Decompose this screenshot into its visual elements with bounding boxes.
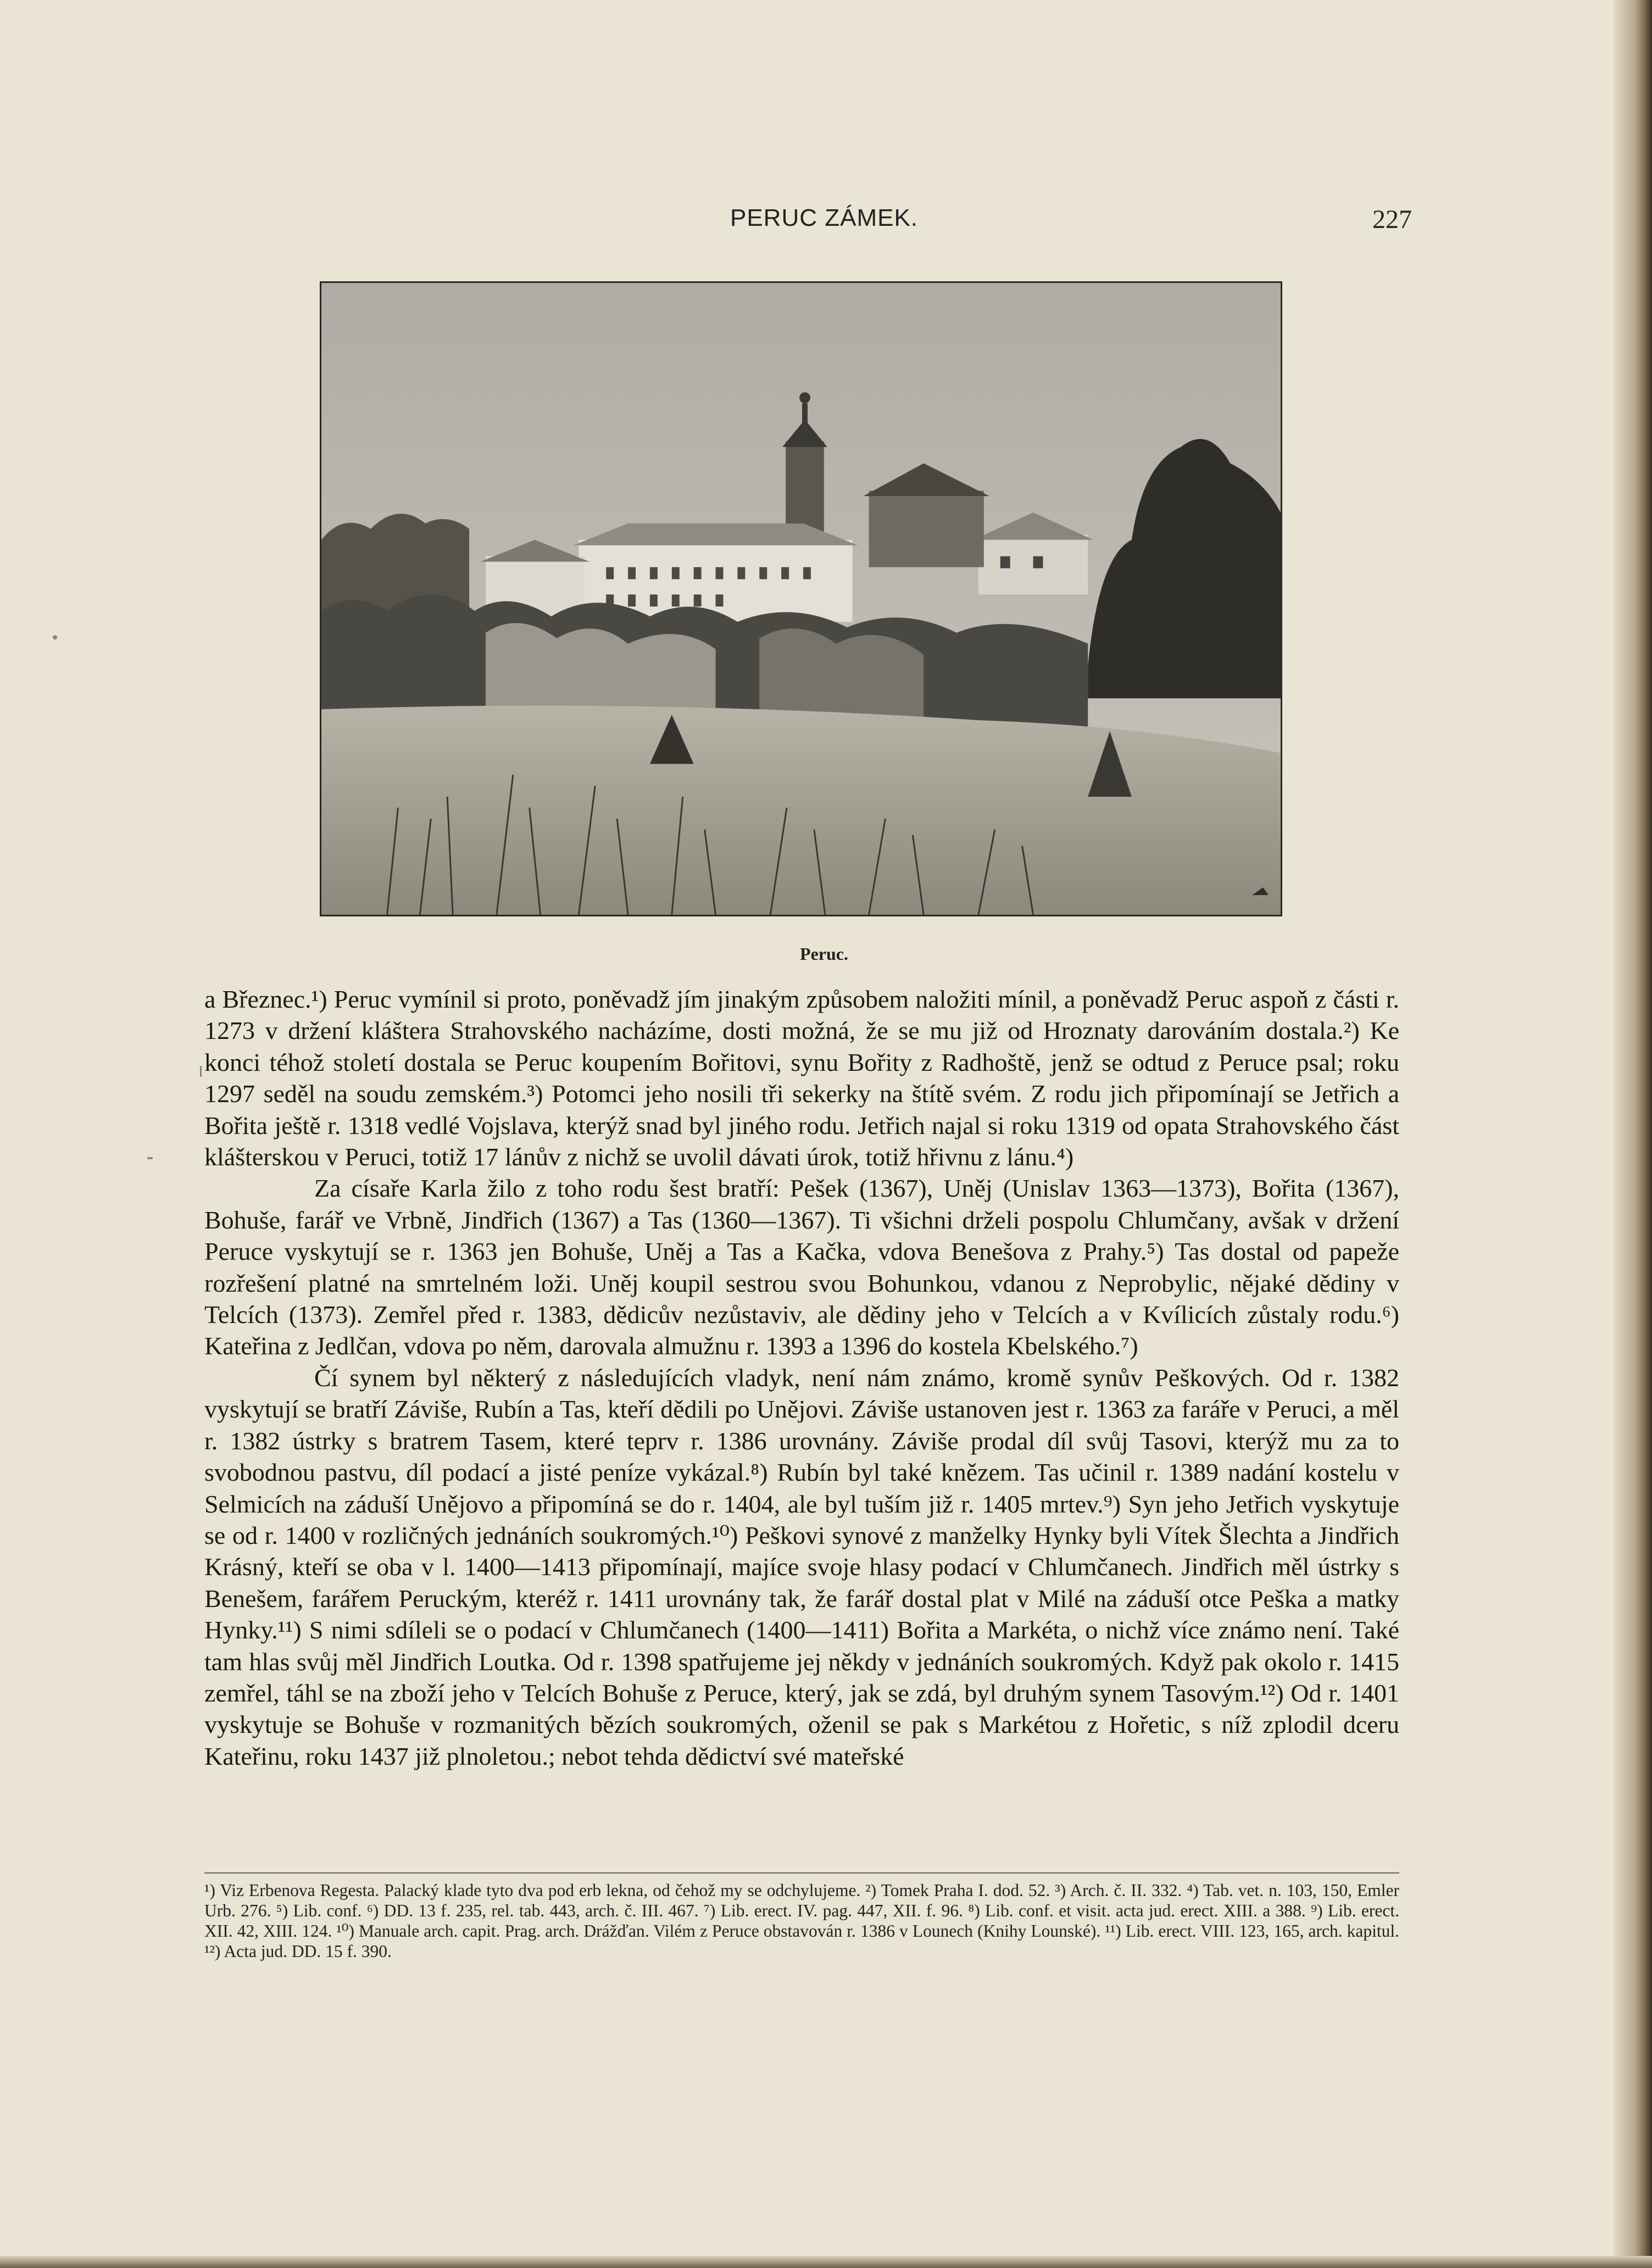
page-bottom-shadow [0,2256,1652,2268]
page-edge-shadow [1614,0,1652,2268]
footnote-divider [204,1872,1399,1874]
paragraph: Čí synem byl některý z následujících vladyk, není nám známo, kromě synův Peškových. Od r. 1382 vyskytují se bratří Záviše, Rubín a Tas, kteří dědili po Unějovi. Záviše ustanoven jest r. 1363 za faráře v Peruci, a měl r. 1382 ústrky s bratrem Tasem, které teprv r. 1386 urovnány. Záviše prodal díl svůj Tasovi, kterýž mu za to svobodnou pastvu, díl podací a jisté peníze vykázal.⁸) Rubín byl také knězem. Tas učinil r. 1389 nadání kostelu v Selmicích na záduší Unějovo a připomíná se do r. 1404, ale byl tuším již r. 1405 mrtev.⁹) Syn jeho Jetřich vyskytuje se od r. 1400 v rozličných jednáních soukromých.¹⁰) Peškovi synové z manželky Hynky byli Vítek Šlechta a Jindřich Krásný, kteří se oba v l. 1400—1413 připomínají, majíce svoje hlasy podací v Chlumčanech. Jindřich měl ústrky s Benešem, farářem Peruckým, kteréž r. 1411 urovnány tak, že farář dostal plat v Milé na záduší otce Peška a matky Hynky.¹¹) S nimi sdíleli se o podací v Chlumčanech (1400—1411) Bořita a Markéta, o nichž více známo není. Také tam hlas svůj měl Jindřich Loutka. Od r. 1398 spatřujeme jej někdy v jednáních soukromých. Když pak okolo r. 1415 zemřel, táhl se na zboží jeho v Telcích Bohuše z Peruce, který, jak se zdá, byl druhým synem Tasovým.¹²) Od r. 1401 vyskytuje se Bohuše v rozmanitých bězích soukromých, oženil se pak s Markétou z Hořetic, s níž zplodil dceru Kateřinu, roku 1437 již plnoletou.; nebot tehda dědictví své mateřské [204,1363,1399,1770]
margin-mark [147,1157,153,1159]
engraving-image [321,283,1281,915]
body-text [204,983,1399,1772]
page-number: 227 [1372,205,1412,234]
footnote-text: ¹) Viz Erbenova Regesta. Palacký klade tyto dva pod erb lekna, od čehož my se odchylujeme. ²) Tomek Praha I. dod. 52. ³) Arch. č. II. 332. ⁴) Tab. vet. n. 103, 150, Emler Urb. 276. ⁵) Lib. conf. ⁶) DD. 13 f. 235, rel. tab. 443, arch. č. III. 467. ⁷) Lib. erect. IV. pag. 447, XII. f. 96. ⁸) Lib. conf. et visit. acta jud. erect. XIII. a 388. ⁹) Lib. erect. XII. 42, XIII. 124. ¹⁰) Manuale arch. capit. Prag. arch. Drážďan. Vilém z Peruce obstavován r. 1386 v Lounech (Knihy Lounské). ¹¹) Lib. erect. VIII. 123, 165, arch. kapitul. ¹²) Acta jud. DD. 15 f. 390. [204,1881,1399,1961]
paragraph: Za císaře Karla žilo z toho rodu šest bratří: Pešek (1367), Uněj (Unislav 1363—1373), Bořita (1367), Bohuše, farář ve Vrbně, Jindřich (1367) a Tas (1360—1367). Ti všichni drželi pospolu Chlumčany, avšak v držení Peruce vyskytují se r. 1363 jen Bohuše, Uněj a Tas a Kačka, vdova Benešova z Prahy.⁵) Tas dostal od papeže rozřešení platné na smrtelném loži. Uněj koupil sestrou svou Bohunkou, vdanou z Neprobylic, nějaké dědiny v Telcích (1373). Zemřel před r. 1383, dědicův nezůstaviv, ale dědiny jeho v Telcích a v Kvílicích zůstaly rodu.⁶) Kateřina z Jedlčan, vdova po něm, darovala almužnu r. 1393 a 1396 do kostela Kbelského.⁷) [204,1174,1399,1360]
margin-mark [200,1066,202,1077]
margin-mark [53,635,57,640]
paragraph: a Březnec.¹) Peruc vymínil si proto, poněvadž jím jinakým způsobem naložiti mínil, a poněvadž Peruc aspoň z části r. 1273 v držení kláštera Strahovského nacházíme, dosti možná, že se mu již od Hroznaty darováním dostala.²) Ke konci téhož století dostala se Peruc koupením Bořitovi, synu Bořity z Radhoště, jenž se odtud z Peruce psal; roku 1297 seděl na soudu zemském.³) Potomci jeho nosili tři sekerky na štítě svém. Z rodu jich připomínají se Jetřich a Bořita ještě r. 1318 vedlé Vojslava, kterýž snad byl jiného rodu. Jetřich najal si roku 1319 od opata Strahovského část klášterskou v Peruci, totiž 17 lánův z nichž se uvolil dávati úrok, totiž hřivnu z lánu.⁴) [204,985,1399,1171]
figure-caption: Peruc. [800,944,848,964]
running-header: PERUC ZÁMEK. [730,204,919,231]
footnotes [204,1880,1399,1961]
illustration-peruc-castle [320,281,1282,916]
